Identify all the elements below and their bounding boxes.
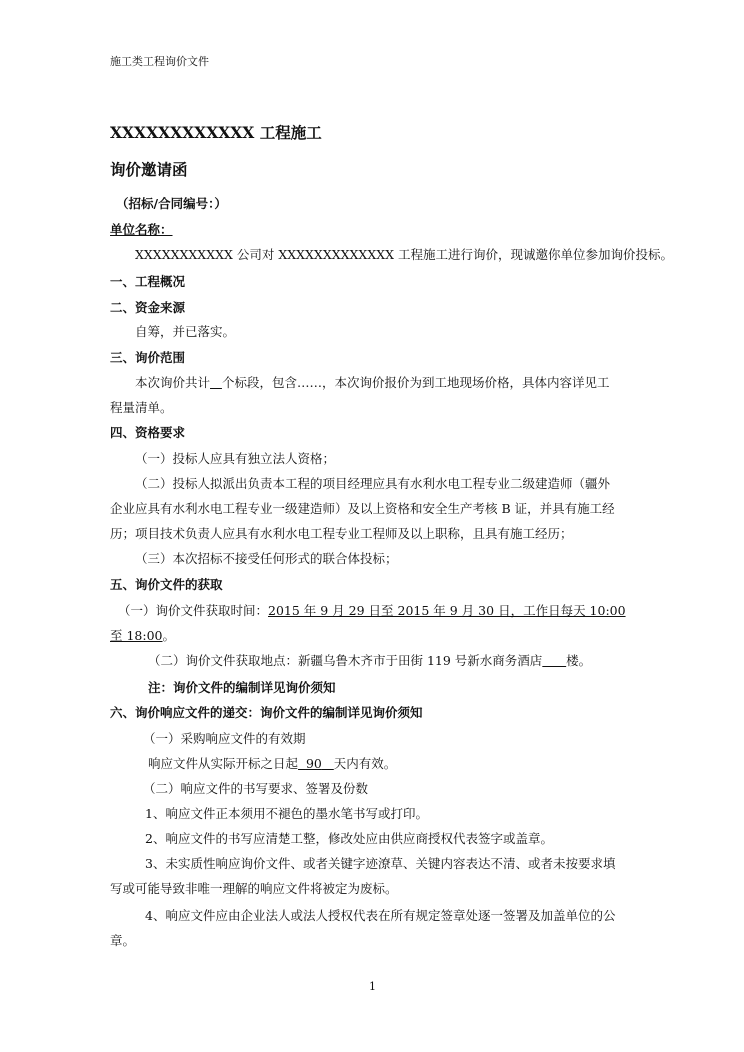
qualification-item-1: （一）投标人应具有独立法人资格； [135,451,336,466]
validity-text-a: 响应文件从实际开标之日起 [148,756,299,771]
acquisition-time-value: 2015 年 9 月 29 日至 2015 年 9 月 30 日，工作日每天 10:00 [268,603,626,618]
requirement-1: 1、响应文件正本须用不褪色的墨水笔书写或打印。 [145,806,428,821]
contract-number-line: （招标/合同编号：） [116,196,227,211]
section-2-heading: 二、资金来源 [110,300,186,315]
lot-count-blank [210,375,222,390]
qualification-item-2-line-1: （二）投标人拟派出负责本工程的项目经理应具有水利水电工程专业二级建造师（疆外 [135,476,611,491]
scope-line-2: 程量清单。 [110,400,173,415]
section-6-heading: 六、询价响应文件的递交：询价文件的编制详见询价须知 [110,705,423,720]
unit-name-label: 单位名称： [110,222,173,237]
acquisition-time-line-1 [118,603,626,619]
acquisition-time-suffix: 。 [162,628,176,643]
requirement-3-line-2: 写或可能导致非唯一理解的响应文件将被定为废标。 [110,881,398,896]
scope-text-b: 个标段，包含……，本次询价报价为到工地现场价格，具体内容详见工 [221,375,610,390]
requirement-2: 2、响应文件的书写应清楚工整，修改处应由供应商授权代表签字或盖章。 [145,831,553,846]
preparation-note: 注：询价文件的编制详见询价须知 [148,680,336,695]
acquisition-place-text: （二）询价文件获取地点：新疆乌鲁木齐市于田街 119 号新水商务酒店 [148,653,543,668]
floor-blank [542,653,566,668]
acquisition-place-line [148,653,591,669]
qualification-item-3: （三）本次招标不接受任何形式的联合体投标； [135,551,398,566]
qualification-item-2-line-2: 企业应具有水利水电工程专业一级建造师）及以上资格和安全生产考核 B 证，并具有施工经 [110,501,615,516]
validity-days [298,756,334,771]
validity-text-b: 天内有效。 [333,756,397,771]
qualification-item-2-line-3: 历；项目技术负责人应具有水利水电工程专业工程师及以上职称，且具有施工经历； [110,526,573,541]
section-1-heading: 一、工程概况 [110,274,186,289]
validity-item-heading: （一）采购响应文件的有效期 [143,731,306,746]
validity-days-value: 90 [305,756,322,771]
document-title: XXXXXXXXXXXX 工程施工 [110,123,322,142]
section-3-heading: 三、询价范围 [110,350,186,365]
document-subtitle: 询价邀请函 [110,160,188,179]
scope-line-1 [135,375,609,391]
acquisition-time-end: 至 18:00 [110,628,163,643]
section-4-heading: 四、资格要求 [110,425,186,440]
intro-paragraph: XXXXXXXXXXX 公司对 XXXXXXXXXXXXX 工程施工进行询价，现诚邀你单位参加询价投标。 [135,247,673,262]
funding-source-text: 自筹，并已落实。 [135,324,236,339]
scope-text-a: 本次询价共计 [135,375,211,390]
requirement-3-line-1: 3、未实质性响应询价文件、或者关键字迹潦草、关键内容表达不清、或者未按要求填 [145,856,616,871]
page-number: 1 [369,980,376,993]
acquisition-time-prefix: （一）询价文件获取时间： [118,603,269,618]
section-5-heading: 五、询价文件的获取 [110,577,223,592]
requirement-4-line-1: 4、响应文件应由企业法人或法人授权代表在所有规定签章处逐一签署及加盖单位的公 [145,908,616,923]
writing-requirements-heading: （二）响应文件的书写要求、签署及份数 [143,781,369,796]
requirement-4-line-2: 章。 [110,933,136,948]
validity-line [148,756,396,772]
acquisition-place-suffix: 楼。 [566,653,592,668]
page-header: 施工类工程询价文件 [110,55,209,68]
acquisition-time-line-2 [110,628,175,644]
